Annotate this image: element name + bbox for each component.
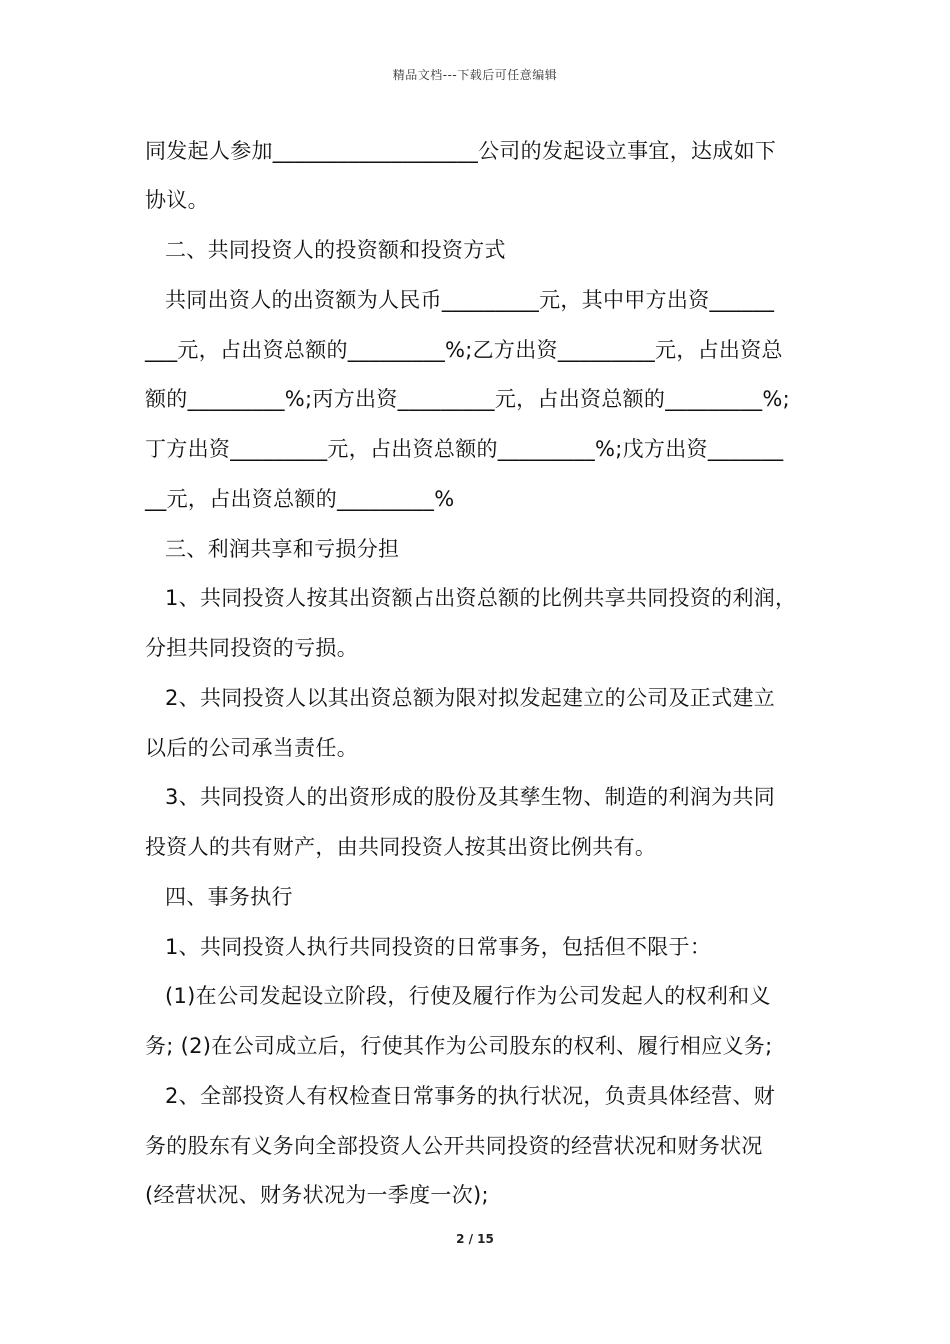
- section-heading: 三、利润共享和亏损分担: [165, 537, 400, 561]
- body-line: 2、全部投资人有权检查日常事务的执行状况，负责具体经营、财: [165, 1084, 776, 1108]
- body-line: 3、共同投资人的出资形成的股份及其孳生物、制造的利润为共同: [165, 785, 776, 809]
- body-line: 1、共同投资人按其出资额占出资总额的比例共享共同投资的利润，: [165, 586, 797, 610]
- body-line: __元，占出资总额的_________%: [145, 487, 455, 511]
- body-line: 同发起人参加___________________公司的发起设立事宜，达成如下: [145, 139, 777, 163]
- body-line: 以后的公司承当责任。: [145, 736, 358, 760]
- body-line: ___元，占出资总额的_________%;乙方出资_________元，占出资总: [145, 338, 783, 362]
- body-line: 务; (2)在公司成立后，行使其作为公司股东的权利、履行相应义务;: [145, 1034, 773, 1058]
- body-line: 务的股东有义务向全部投资人公开共同投资的经营状况和财务状况: [145, 1134, 763, 1158]
- body-line: 共同出资人的出资额为人民币_________元，其中甲方出资______: [165, 288, 775, 312]
- section-heading: 四、事务执行: [165, 885, 293, 909]
- section-heading: 二、共同投资人的投资额和投资方式: [165, 238, 506, 262]
- body-line: (1)在公司发起设立阶段，行使及履行作为公司发起人的权利和义: [165, 984, 771, 1008]
- body-line: 丁方出资_________元，占出资总额的_________%;戊方出资_______: [145, 437, 784, 461]
- body-line: 分担共同投资的亏损。: [145, 636, 358, 660]
- body-line: 额的_________%;丙方出资_________元，占出资总额的_________%;: [145, 387, 791, 411]
- page-header: 精品文档---下载后可任意编辑: [392, 68, 558, 82]
- body-line: 1、共同投资人执行共同投资的日常事务，包括但不限于：: [165, 935, 712, 959]
- body-line: (经营状况、财务状况为一季度一次);: [145, 1183, 489, 1207]
- page-number: 2 / 15: [456, 1232, 494, 1246]
- body-line: 2、共同投资人以其出资总额为限对拟发起建立的公司及正式建立: [165, 686, 776, 710]
- body-line: 投资人的共有财产，由共同投资人按其出资比例共有。: [145, 835, 657, 859]
- body-line: 协议。: [145, 188, 209, 212]
